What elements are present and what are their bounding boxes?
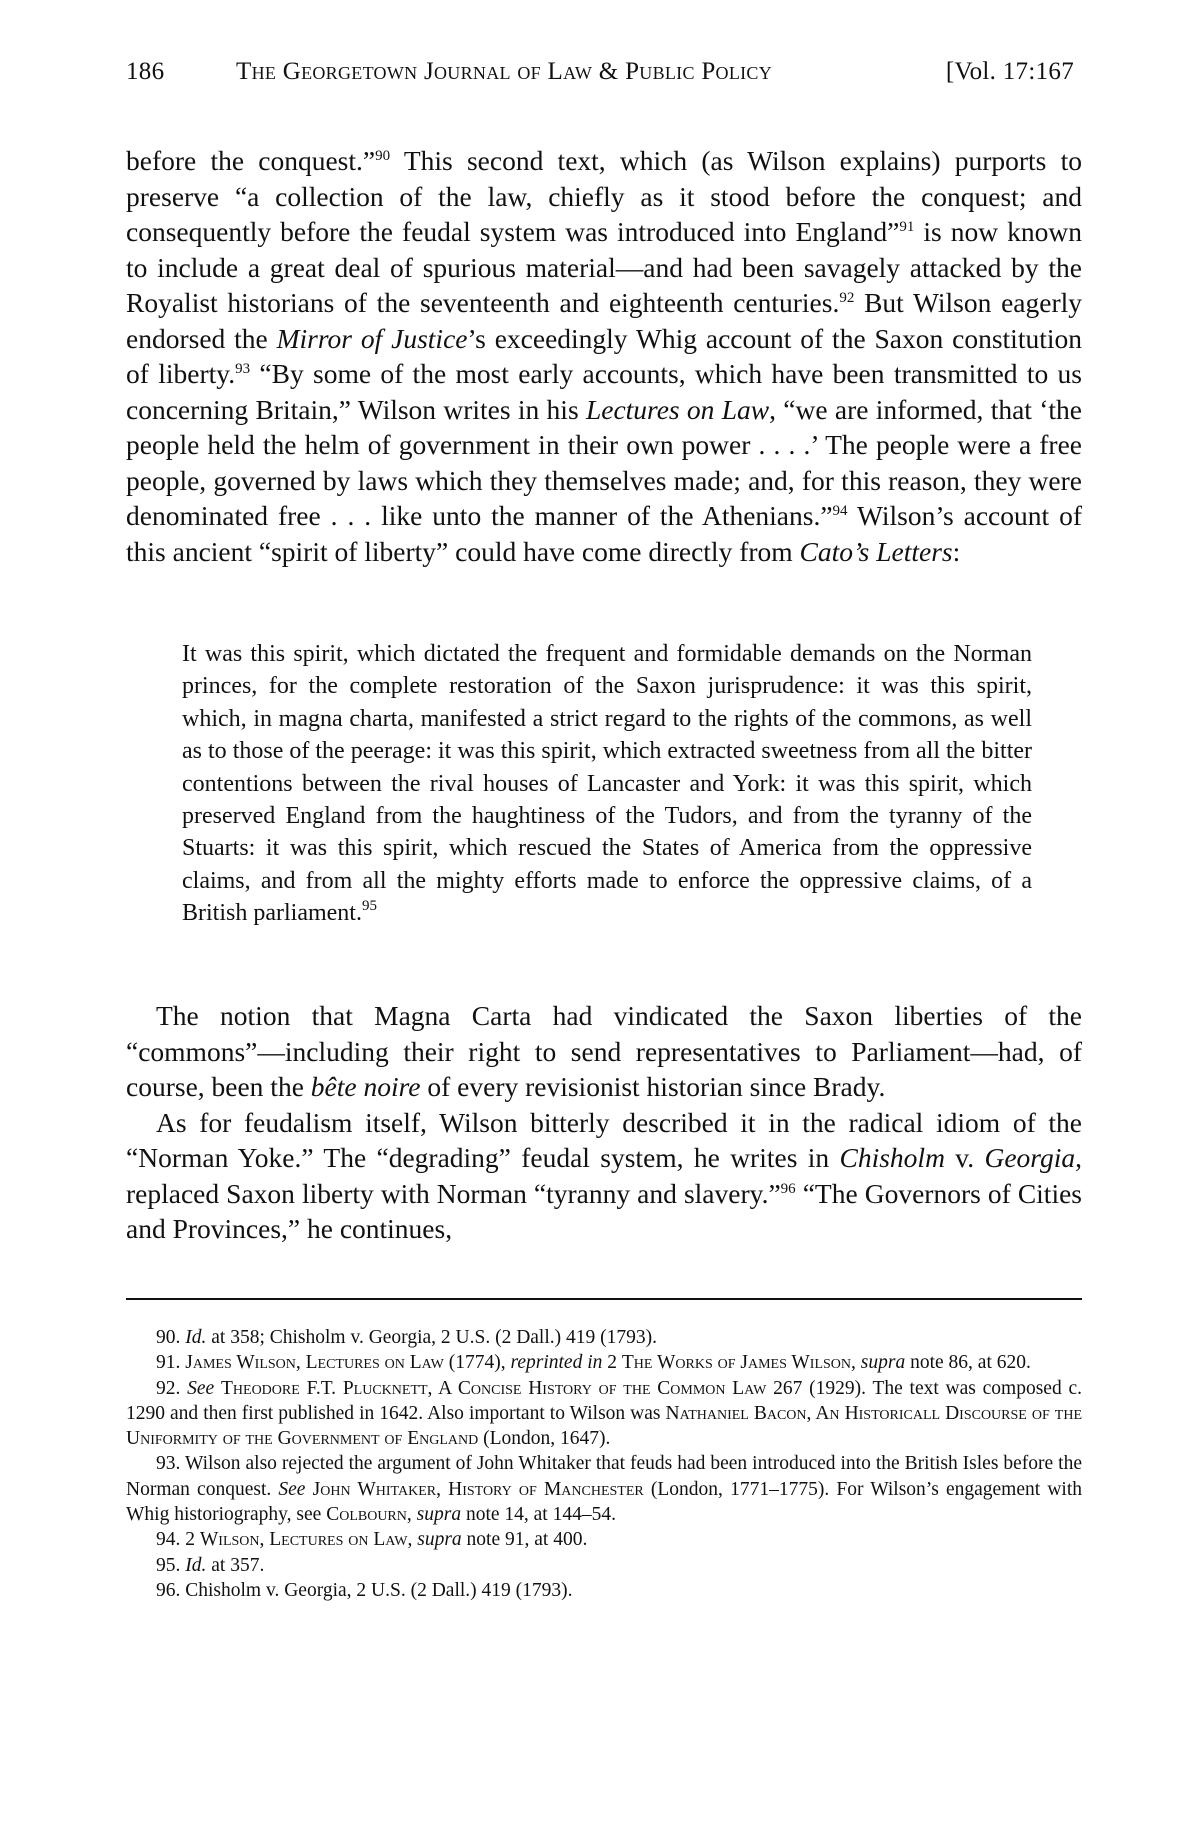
footnote-number: 95. (156, 1554, 181, 1576)
cited-work: Colbourn (326, 1504, 407, 1526)
cited-work: John Whitaker, History of Manchester (312, 1478, 644, 1500)
cited-work: Nathaniel Bacon, An Historicall Discourse of the Uniformity of the Government of England (126, 1402, 1082, 1450)
footnote-91 (126, 1350, 1082, 1375)
signal: supra (860, 1352, 906, 1374)
cited-work: Theodore F.T. Plucknett, A Concise History of the Common Law (221, 1377, 767, 1399)
title-catos-letters: Cato’s Letters (799, 535, 953, 567)
signal: reprinted in (510, 1352, 603, 1374)
volume-citation: [Vol. 17:167 (945, 58, 1074, 85)
text-run: at 358; Chisholm v. Georgia, 2 U.S. (2 Dall.) 419 (1793). (206, 1327, 657, 1348)
text-run: is now known to include a great deal of spurious material—and had been savagely attacked by the Royalist historians of the seventeenth and eighteenth centuries. (126, 216, 1083, 318)
signal: supra (416, 1504, 462, 1526)
cited-work: The Works of James Wilson (621, 1352, 852, 1374)
case-name-georgia: Georgia (984, 1142, 1076, 1173)
footnote-93 (126, 1451, 1082, 1527)
footnote-number: 94. (156, 1529, 181, 1551)
text-run: “The Governors of Cities and Provinces,” he continues, (126, 1177, 1082, 1244)
text-run: (London, 1647). (478, 1428, 611, 1450)
text-run: Wilson also rejected the argument of John Whitaker that feuds had been introduced into the British Isles before the Norman conquest. (126, 1453, 1082, 1500)
paragraph-2 (126, 998, 1082, 1105)
footnote-number: 96. (156, 1579, 181, 1601)
footnotes (126, 1325, 1082, 1603)
cited-work: James Wilson, Lectures on Law (185, 1352, 444, 1374)
footnote-ref-92: 92 (839, 290, 855, 306)
text-run: As for feudalism itself, Wilson bitterly described it in the radical idiom of the “Norman Yoke.” The “degrading” feudal system, he writes in (126, 1106, 1082, 1173)
text-run: note 14, at 144–54. (461, 1504, 616, 1526)
text-run: , replaced Saxon liberty with Norman “tyranny and slavery.” (126, 1142, 1082, 1209)
footnote-92 (126, 1376, 1082, 1452)
signal: See (278, 1478, 306, 1500)
text-run: ’s exceedingly Whig account of the Saxon constitution of liberty. (126, 322, 1082, 389)
page-number: 186 (126, 58, 165, 85)
text-run: , “we are informed, that ‘the people held the helm of government in their own power . . . .’ The people were a free people, governed by laws which they themselves made; and, for this reason, they were denominated free . . . like unto the manner of the Athenians.” (126, 393, 1082, 531)
footnote-number: 93. (156, 1453, 181, 1475)
text-run: : (952, 535, 961, 567)
footnote-96 (126, 1578, 1082, 1603)
footnote-94 (126, 1527, 1082, 1552)
text-run: “By some of the most early accounts, which have been transmitted to us concerning Britain,” Wilson writes in his (126, 358, 1082, 425)
footnote-ref-94: 94 (832, 503, 848, 519)
footnote-ref-91: 91 (899, 219, 915, 235)
phrase-bete-noire: bête noire (310, 1071, 421, 1102)
cited-work: Wilson, Lectures on Law (199, 1529, 408, 1551)
block-quote (182, 638, 1032, 930)
signal: supra (417, 1529, 462, 1551)
text-run: at 357. (206, 1554, 265, 1576)
signal: See (187, 1377, 215, 1399)
footnote-divider (126, 1298, 1082, 1300)
text-run: (1774), (443, 1352, 511, 1374)
text-run: Chisholm v. Georgia, 2 U.S. (2 Dall.) 419 (1793). (180, 1579, 573, 1601)
id-signal: Id. (185, 1327, 207, 1348)
text-run (305, 1479, 312, 1500)
paragraph-1 (126, 143, 1082, 569)
main-text-top (126, 143, 1082, 569)
text-run: (London, 1771–1775). For Wilson’s engagement with Whig historiography, see (126, 1478, 1082, 1526)
footnote-95 (126, 1553, 1082, 1578)
text-run: v. (944, 1142, 985, 1173)
footnote-ref-93: 93 (235, 361, 251, 377)
text-run: before the conquest.” (126, 145, 376, 176)
text-run (214, 1378, 221, 1399)
text-run: The notion that Magna Carta had vindicated the Saxon liberties of the “commons”—including their right to send representatives to Parliament—had, of course, been the (126, 1000, 1082, 1102)
title-lectures-on-law: Lectures on Law (585, 393, 770, 425)
text-run: of every revisionist historian since Brady. (420, 1071, 886, 1102)
footnote-90 (126, 1325, 1082, 1350)
text-run: 2 (602, 1352, 622, 1374)
text-run: 2 (180, 1529, 200, 1551)
text-run: But Wilson eagerly endorsed the (126, 287, 1082, 354)
text-run: , (406, 1504, 417, 1526)
footnote-ref-96: 96 (780, 1180, 796, 1197)
text-run: note 86, at 620. (905, 1352, 1031, 1374)
paragraph-3 (126, 1105, 1082, 1247)
quote-text: It was this spirit, which dictated the frequent and formidable demands on the Norman princes, for the complete restoration of the Saxon jurisprudence: it was this spirit, which, in magna charta, manifested a strict regard to the rights of the commons, as well as to those of the peerage: it was this spirit, which extracted sweetness from all the bitter contentions between the rival houses of Lancaster and York: it was this spirit, which preserved England from the haughtiness of the Tudors, and from the tyranny of the Stuarts: it was this spirit, which rescued the States of America from the oppressive claims, and from all the mighty efforts made to enforce the oppressive claims, of a British parliament. (182, 641, 1032, 927)
footnote-ref-90: 90 (375, 148, 391, 164)
text-run: Wilson’s account of this ancient “spirit of liberty” could have come directly from (126, 500, 1082, 567)
footnote-ref-95: 95 (361, 898, 377, 915)
text-run: , (407, 1529, 418, 1551)
footnote-number: 92. (156, 1377, 181, 1399)
text-run: , (851, 1352, 861, 1374)
footnote-number: 90. (156, 1327, 181, 1348)
main-text-bottom (126, 998, 1082, 1247)
title-mirror-of-justice: Mirror of Justice (276, 322, 468, 354)
id-signal: Id. (185, 1554, 207, 1576)
footnote-number: 91. (156, 1352, 181, 1374)
journal-title: The Georgetown Journal of Law & Public Policy (236, 58, 773, 85)
text-run: 267 (1929). The text was composed c. 1290 and then first published in 1642. Also important to Wilson was (126, 1377, 1083, 1424)
text-run: This second text, which (as Wilson explains) purports to preserve “a collection of the law, chiefly as it stood before the conquest; and consequently before the feudal system was introduced into England” (126, 145, 1082, 247)
case-name-chisholm: Chisholm (839, 1142, 945, 1173)
text-run: note 91, at 400. (461, 1529, 588, 1551)
